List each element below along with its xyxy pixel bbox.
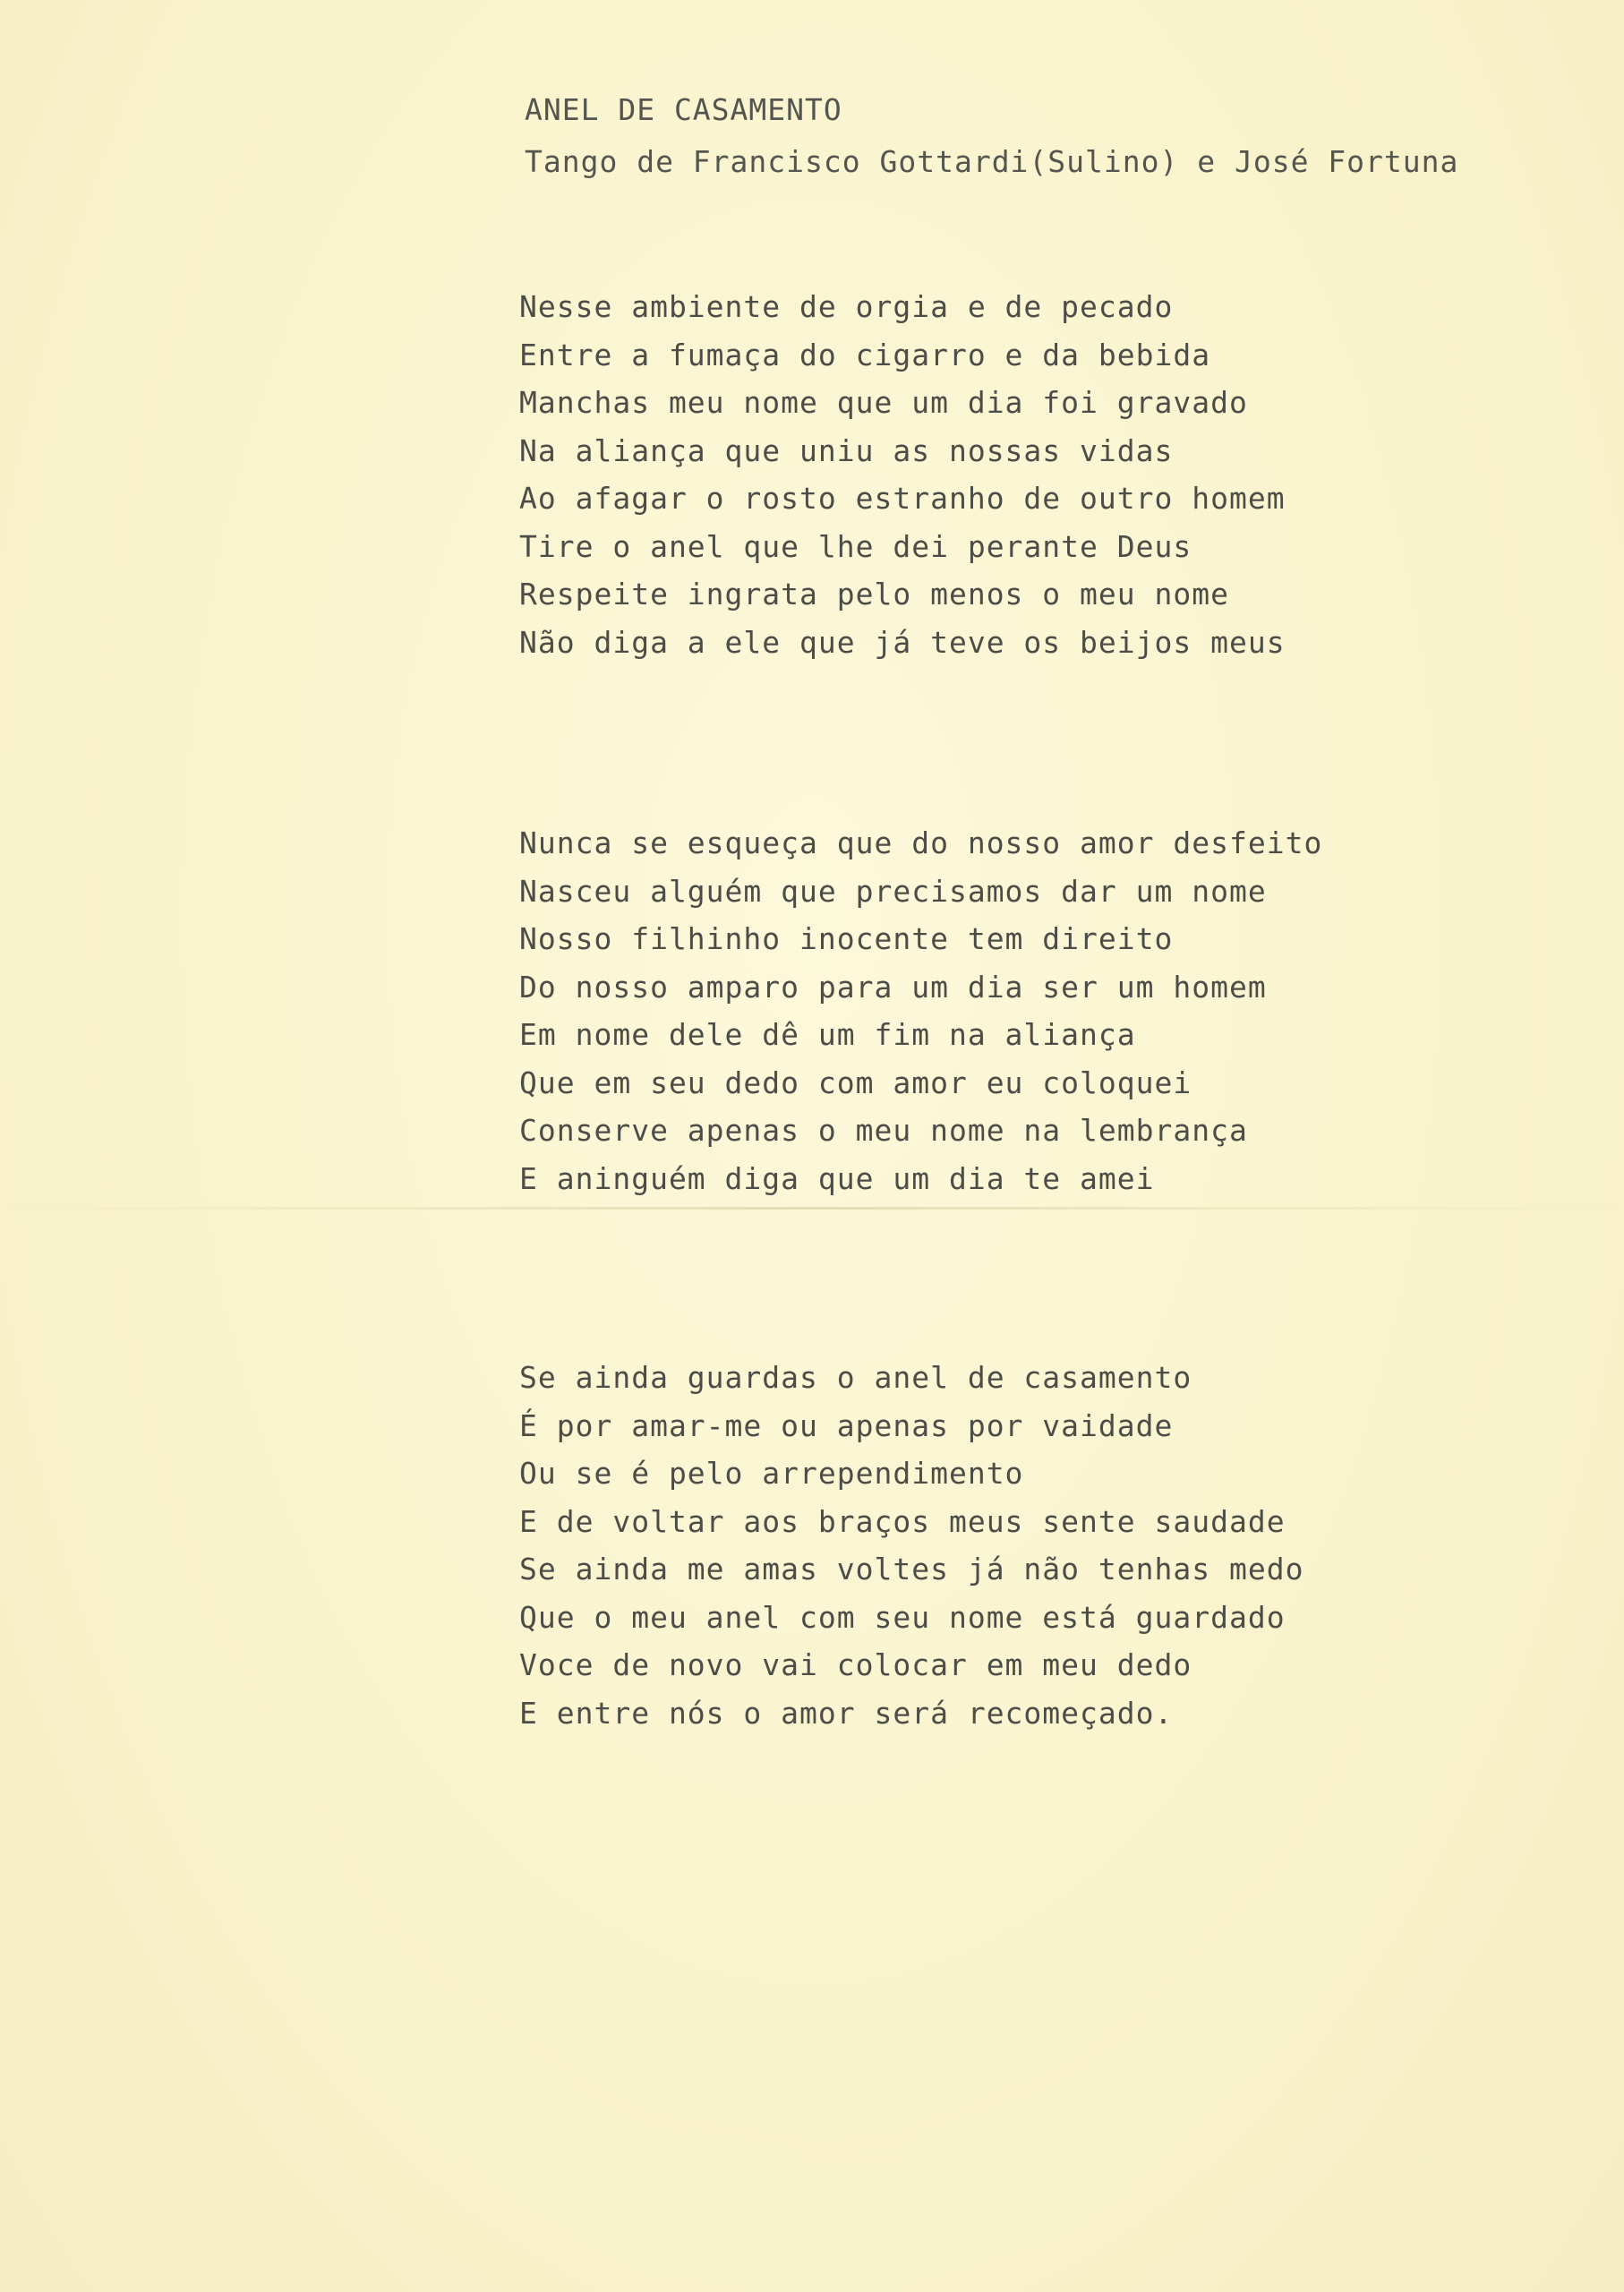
lyric-line: Que o meu anel com seu nome está guardado: [519, 1599, 1286, 1635]
paper-fold-line: [0, 1207, 1624, 1210]
lyric-line: Manchas meu nome que um dia foi gravado: [519, 385, 1248, 420]
lyric-line: E entre nós o amor será recomeçado.: [519, 1695, 1174, 1731]
song-credits: Tango de Francisco Gottardi(Sulino) e José Fortuna: [525, 144, 1459, 179]
stanza-1: [519, 283, 1594, 666]
lyric-line: Voce de novo vai colocar em meu dedo: [519, 1647, 1192, 1682]
document-header: [525, 90, 1599, 183]
lyric-line: Conserve apenas o meu nome na lembrança: [519, 1113, 1248, 1148]
lyric-line: E aninguém diga que um dia te amei: [519, 1160, 1155, 1196]
lyric-line: Nosso filhinho inocente tem direito: [519, 921, 1174, 956]
lyric-line: E de voltar aos braços meus sente saudade: [519, 1503, 1286, 1539]
lyric-line: Em nome dele dê um fim na aliança: [519, 1017, 1136, 1052]
lyric-line: Nesse ambiente de orgia e de pecado: [519, 289, 1174, 324]
lyric-line: Se ainda me amas voltes já não tenhas medo: [519, 1552, 1304, 1586]
lyric-line: Nasceu alguém que precisamos dar um nome: [519, 873, 1267, 909]
lyric-line: Se ainda guardas o anel de casamento: [519, 1360, 1192, 1395]
lyric-line: Que em seu dedo com amor eu coloquei: [519, 1065, 1192, 1100]
lyric-line: Não diga a ele que já teve os beijos meus: [519, 624, 1286, 660]
lyric-line: Ao afagar o rosto estranho de outro homem: [519, 481, 1286, 516]
lyric-line: Tire o anel que lhe dei perante Deus: [519, 528, 1192, 564]
lyric-line: Na aliança que uniu as nossas vidas: [519, 432, 1174, 468]
lyric-line: É por amar-me ou apenas por vaidade: [519, 1407, 1174, 1443]
lyric-line: Do nosso amparo para um dia ser um homem: [519, 969, 1267, 1005]
song-title: ANEL DE CASAMENTO: [525, 92, 842, 127]
lyric-line: Ou se é pelo arrependimento: [519, 1456, 1024, 1491]
lyric-line: Entre a fumaça do cigarro e da bebida: [519, 337, 1211, 372]
stanza-3: [519, 1354, 1594, 1737]
lyric-line: Respeite ingrata pelo menos o meu nome: [519, 577, 1229, 611]
lyric-line: Nunca se esqueça que do nosso amor desfeito: [519, 825, 1323, 860]
stanza-2: [519, 819, 1594, 1202]
